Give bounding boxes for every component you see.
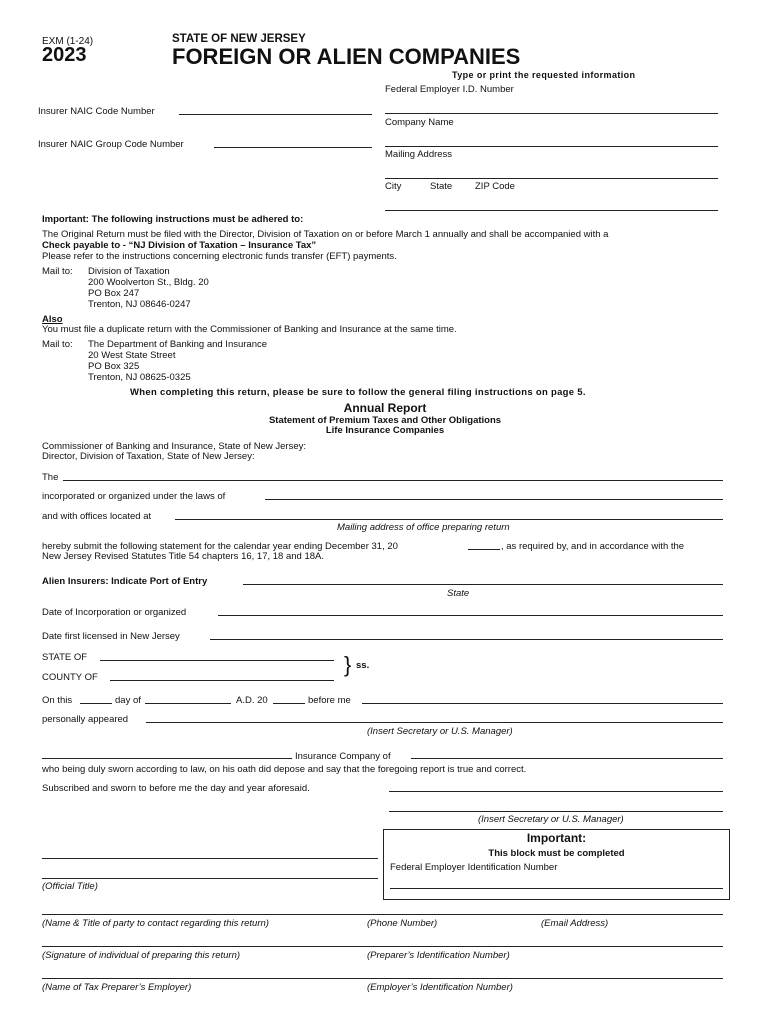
personally-appeared-field[interactable] — [146, 722, 723, 723]
city-label: City — [385, 181, 402, 192]
company-the-field[interactable] — [63, 480, 723, 481]
submit-line-1a: hereby submit the following statement for the calendar year ending December 31, 20 — [42, 541, 398, 552]
notary-signature-field[interactable] — [389, 791, 723, 792]
employer-row-field[interactable] — [42, 978, 723, 979]
company-the-label: The — [42, 472, 59, 483]
important-heading: Important: The following instructions must be adhered to: — [42, 214, 304, 225]
mailing-address-caption: Mailing address of office preparing return — [337, 522, 510, 533]
instruction-line-1: The Original Return must be filed with the Director, Division of Taxation on or before March 1 annually and shall be accompanied with a — [42, 229, 609, 240]
on-this-label: On this — [42, 695, 73, 706]
taxation-address-line: 200 Woolverton St., Bldg. 20 — [88, 277, 209, 288]
employer-name-caption: (Name of Tax Preparer’s Employer) — [42, 982, 192, 993]
naic-code-field[interactable] — [179, 114, 372, 115]
port-of-entry-field[interactable] — [243, 584, 723, 585]
incorporated-field[interactable] — [265, 499, 723, 500]
ss-label: ss. — [356, 660, 370, 671]
county-of-field[interactable] — [110, 680, 334, 681]
report-title: Annual Report — [343, 401, 427, 415]
instruction-line-3: Please refer to the instructions concerning electronic funds transfer (EFT) payments. — [42, 251, 397, 262]
insert-secretary-caption-2: (Insert Secretary or U.S. Manager) — [478, 814, 624, 825]
mailing-address-field[interactable] — [385, 178, 718, 179]
contact-row-field[interactable] — [42, 914, 723, 915]
mail-to-label-2: Mail to: — [42, 339, 73, 350]
insert-secretary-caption-1: (Insert Secretary or U.S. Manager) — [367, 726, 513, 737]
report-subtitle-2: Life Insurance Companies — [325, 425, 445, 436]
email-caption: (Email Address) — [541, 918, 609, 929]
subscribed-statement: Subscribed and sworn to before me the day and year aforesaid. — [42, 783, 310, 794]
duplicate-instruction: You must file a duplicate return with the Commissioner of Banking and Insurance at the same time. — [42, 324, 457, 335]
signature-field[interactable] — [42, 858, 378, 859]
official-title-field[interactable] — [42, 878, 378, 879]
preparer-signature-caption: (Signature of individual of preparing this return) — [42, 950, 241, 961]
state-of-label: STATE OF — [42, 652, 88, 663]
mailing-address-label: Mailing Address — [385, 149, 453, 160]
addressee-2: Director, Division of Taxation, State of New Jersey: — [42, 451, 255, 462]
incorporated-label: incorporated or organized under the laws of — [42, 491, 226, 502]
brace-glyph: } — [344, 652, 352, 677]
banking-address-line: PO Box 325 — [88, 361, 140, 372]
instruction-line-2: Check payable to - “NJ Division of Taxation – Insurance Tax” — [42, 240, 317, 251]
date-incorporation-label: Date of Incorporation or organized — [42, 607, 187, 618]
offices-label: and with offices located at — [42, 511, 152, 522]
important-box-heading: Important: — [526, 831, 587, 845]
form-year: 2023 — [42, 44, 87, 66]
taxation-address-line: Division of Taxation — [88, 266, 170, 277]
naic-group-field[interactable] — [214, 147, 372, 148]
banking-address-line: Trenton, NJ 08625-0325 — [88, 372, 191, 383]
company-name-label: Company Name — [385, 117, 454, 128]
personally-appeared-label: personally appeared — [42, 714, 129, 725]
alien-insurers-label: Alien Insurers: Indicate Port of Entry — [42, 576, 208, 587]
submit-line-1b: , as required by, and in accordance with the — [501, 541, 685, 552]
ad-label: A.D. 20 — [236, 695, 268, 706]
taxation-address-line: Trenton, NJ 08646-0247 — [88, 299, 191, 310]
state-caption: State — [447, 588, 470, 599]
offices-field[interactable] — [175, 519, 723, 520]
insurance-company-name-field[interactable] — [42, 758, 292, 759]
contact-name-caption: (Name & Title of party to contact regarding this return) — [42, 918, 269, 929]
insurance-company-of-field[interactable] — [411, 758, 723, 759]
state-of-field[interactable] — [100, 660, 334, 661]
taxation-address-line: PO Box 247 — [88, 288, 140, 299]
before-me-label: before me — [308, 695, 351, 706]
official-title-caption: (Official Title) — [42, 881, 98, 892]
city-state-zip-field[interactable] — [385, 210, 718, 211]
addressee-1: Commissioner of Banking and Insurance, State of New Jersey: — [42, 441, 307, 452]
on-this-day-field[interactable] — [80, 703, 112, 704]
form-code: EXM (1-24) — [42, 36, 94, 47]
phone-caption: (Phone Number) — [367, 918, 438, 929]
date-licensed-label: Date first licensed in New Jersey — [42, 631, 180, 642]
naic-code-label: Insurer NAIC Code Number — [38, 106, 155, 117]
date-incorporation-field[interactable] — [218, 615, 723, 616]
report-subtitle-1: Statement of Premium Taxes and Other Obligations — [268, 415, 502, 426]
month-field[interactable] — [145, 703, 231, 704]
preparer-id-caption: (Preparer’s Identification Number) — [367, 950, 510, 961]
before-me-field[interactable] — [362, 703, 723, 704]
insurance-company-of-label: Insurance Company of — [295, 751, 391, 762]
mail-to-label: Mail to: — [42, 266, 73, 277]
state-heading: STATE OF NEW JERSEY — [172, 33, 306, 45]
type-or-print-note: Type or print the requested information — [452, 70, 636, 80]
secretary-signature-field[interactable] — [389, 811, 723, 812]
employer-id-caption: (Employer’s Identification Number) — [367, 982, 513, 993]
important-box-subheading: This block must be completed — [488, 848, 625, 859]
naic-group-label: Insurer NAIC Group Code Number — [38, 139, 184, 150]
banking-address-line: The Department of Banking and Insurance — [88, 339, 268, 350]
banking-address-line: 20 West State Street — [88, 350, 176, 361]
page-title: FOREIGN OR ALIEN COMPANIES — [172, 44, 521, 69]
box-fein-field[interactable] — [390, 888, 723, 889]
county-of-label: COUNTY OF — [42, 672, 98, 683]
box-fein-label: Federal Employer Identification Number — [390, 862, 558, 873]
general-filing-note: When completing this return, please be sure to follow the general filing instructions on page 5. — [130, 387, 586, 398]
date-licensed-field[interactable] — [210, 639, 723, 640]
fein-field[interactable] — [385, 113, 718, 114]
ad-year-field[interactable] — [273, 703, 305, 704]
sworn-statement: who being duly sworn according to law, on his oath did depose and say that the foregoing report is true and correct. — [42, 764, 527, 775]
fein-label: Federal Employer I.D. Number — [385, 84, 514, 95]
preparer-row-field[interactable] — [42, 946, 723, 947]
submit-line-2: New Jersey Revised Statutes Title 54 chapters 16, 17, 18 and 18A. — [42, 551, 324, 562]
year-ending-field[interactable] — [468, 549, 500, 550]
company-name-field[interactable] — [385, 146, 718, 147]
zip-label: ZIP Code — [475, 181, 515, 192]
also-heading: Also — [42, 314, 63, 325]
state-label: State — [430, 181, 453, 192]
day-of-label: day of — [115, 695, 141, 706]
